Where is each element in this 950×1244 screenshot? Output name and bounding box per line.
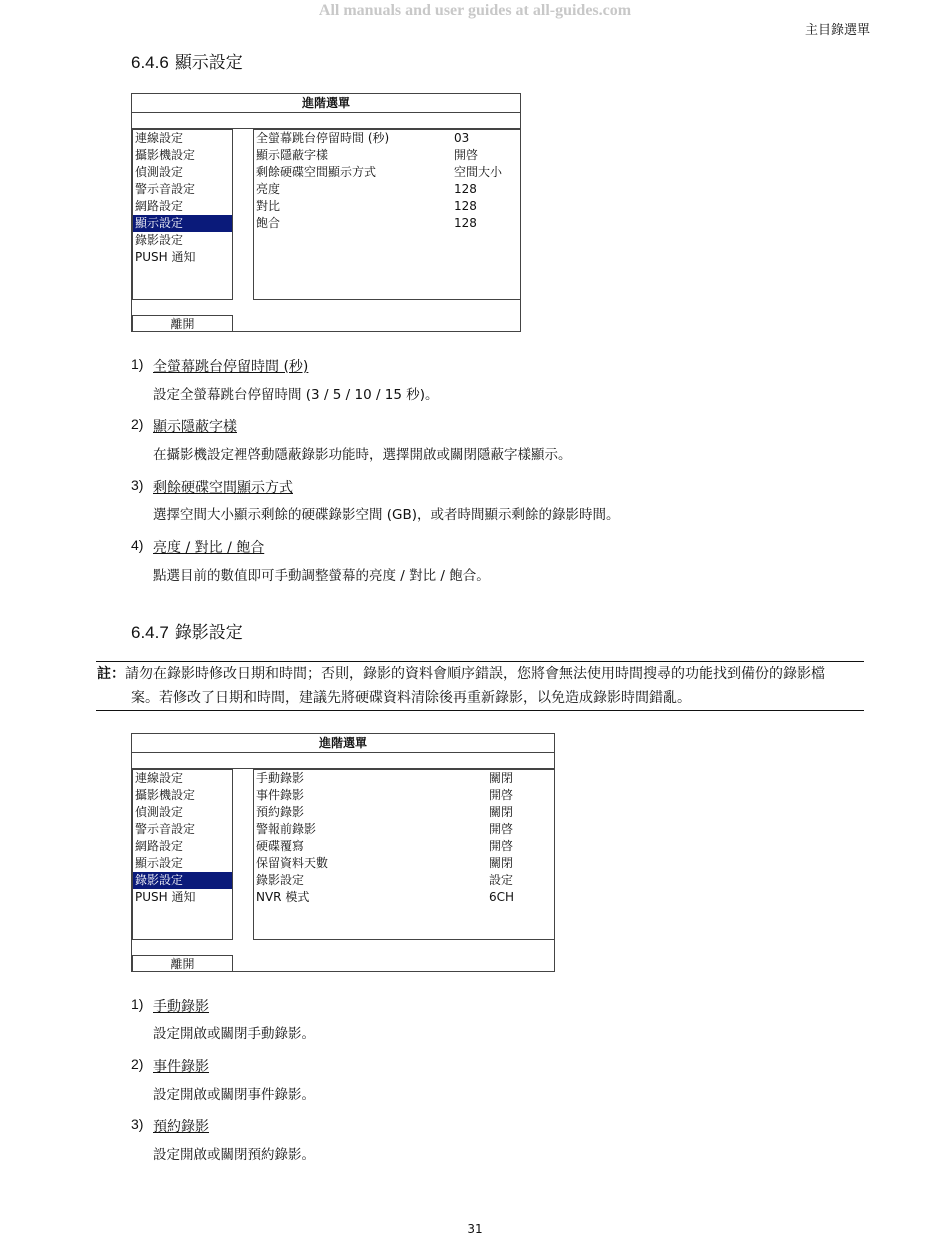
setting-label: 手動錄影 [256, 771, 305, 785]
setting-row-record-config[interactable] [254, 872, 554, 889]
list-item [131, 416, 731, 436]
item-title: 剩餘硬碟空間顯示方式 [153, 480, 293, 496]
menu-content-panel [253, 769, 555, 940]
menu-content-panel [253, 129, 521, 300]
sidebar-item-display[interactable]: 顯示設定 [135, 856, 184, 870]
item-number: 3) [131, 1116, 144, 1132]
setting-label: 全螢幕跳台停留時間 (秒) [256, 131, 390, 145]
setting-label: 錄影設定 [256, 873, 305, 887]
setting-value[interactable]: 設定 [489, 873, 514, 887]
setting-value[interactable]: 關閉 [489, 856, 514, 870]
section-number: 6.4.6 [131, 53, 169, 72]
note-block [97, 662, 867, 710]
note-label: 註： [97, 666, 125, 682]
sidebar-item-push[interactable]: PUSH 通知 [135, 890, 196, 904]
sidebar-item-network[interactable]: 網路設定 [135, 199, 184, 213]
sidebar-item-alert[interactable]: 警示音設定 [135, 822, 196, 836]
setting-row-overwrite[interactable] [254, 838, 554, 855]
setting-row-dwell[interactable] [254, 130, 520, 147]
menu-sidebar [132, 769, 233, 940]
setting-value[interactable]: 開啓 [489, 788, 514, 802]
setting-row-manual-record[interactable] [254, 770, 554, 787]
item-title: 預約錄影 [153, 1119, 209, 1135]
item-description: 點選目前的數值即可手動調整螢幕的亮度 / 對比 / 飽合。 [153, 568, 490, 584]
item-description: 選擇空間大小顯示剩餘的硬碟錄影空間 (GB)，或者時間顯示剩餘的錄影時間。 [153, 507, 620, 523]
menu-subheader [132, 113, 520, 129]
item-description: 設定開啟或關閉手動錄影。 [153, 1026, 315, 1042]
setting-label: 對比 [256, 199, 281, 213]
sidebar-item-network[interactable]: 網路設定 [135, 839, 184, 853]
setting-row-event-record[interactable] [254, 787, 554, 804]
setting-row-hdd-display[interactable] [254, 164, 520, 181]
menu-subheader [132, 753, 554, 769]
advanced-menu-display [131, 93, 521, 332]
item-number: 1) [131, 356, 144, 372]
setting-row-schedule-record[interactable] [254, 804, 554, 821]
setting-label: 預約錄影 [256, 805, 305, 819]
setting-label: 飽合 [256, 216, 281, 230]
setting-value[interactable]: 開啓 [489, 839, 514, 853]
exit-button[interactable]: 離開 [132, 315, 233, 332]
setting-row-pre-alarm[interactable] [254, 821, 554, 838]
setting-row-saturation[interactable] [254, 215, 520, 232]
setting-row-keep-days[interactable] [254, 855, 554, 872]
item-number: 4) [131, 537, 144, 553]
advanced-menu-record [131, 733, 555, 972]
section-title: 錄影設定 [174, 623, 243, 643]
sidebar-item-display[interactable]: 顯示設定 [133, 215, 232, 232]
item-number: 2) [131, 1056, 144, 1072]
menu-title: 進階選單 [132, 94, 520, 113]
setting-value[interactable]: 開啓 [454, 148, 479, 162]
setting-label: NVR 模式 [256, 890, 310, 904]
item-title: 亮度 / 對比 / 飽合 [153, 540, 265, 556]
sidebar-item-detection[interactable]: 偵測設定 [135, 805, 184, 819]
setting-value[interactable]: 128 [454, 216, 477, 230]
list-item [131, 1116, 731, 1136]
sidebar-item-camera[interactable]: 攝影機設定 [135, 788, 196, 802]
setting-label: 硬碟覆寫 [256, 839, 305, 853]
list-item [131, 996, 731, 1016]
item-description: 設定開啟或關閉事件錄影。 [153, 1087, 315, 1103]
item-title: 全螢幕跳台停留時間 (秒) [153, 359, 309, 375]
exit-button[interactable]: 離開 [132, 955, 233, 972]
setting-value[interactable]: 03 [454, 131, 470, 145]
item-title: 顯示隱蔽字樣 [153, 419, 237, 435]
setting-value[interactable]: 空間大小 [454, 165, 503, 179]
sidebar-item-detection[interactable]: 偵測設定 [135, 165, 184, 179]
note-bottom-divider [96, 710, 864, 711]
setting-row-covert[interactable] [254, 147, 520, 164]
setting-label: 事件錄影 [256, 788, 305, 802]
item-description: 設定全螢幕跳台停留時間 (3 / 5 / 10 / 15 秒)。 [153, 387, 439, 403]
setting-row-brightness[interactable] [254, 181, 520, 198]
setting-row-contrast[interactable] [254, 198, 520, 215]
setting-value[interactable]: 6CH [489, 890, 515, 904]
menu-title: 進階選單 [132, 734, 554, 753]
item-description: 在攝影機設定裡啓動隱蔽錄影功能時，選擇開啟或關閉隱蔽字樣顯示。 [153, 447, 572, 463]
item-number: 3) [131, 477, 144, 493]
sidebar-item-push[interactable]: PUSH 通知 [135, 250, 196, 264]
item-number: 1) [131, 996, 144, 1012]
page-number: 31 [467, 1222, 483, 1236]
menu-sidebar [132, 129, 233, 300]
list-item [131, 356, 731, 376]
setting-value[interactable]: 開啓 [489, 822, 514, 836]
note-text-line2: 案。若修改了日期和時間，建議先將硬碟資料清除後再重新錄影，以免造成錄影時間錯亂。 [131, 690, 691, 706]
setting-value[interactable]: 關閉 [489, 805, 514, 819]
setting-value[interactable]: 128 [454, 182, 477, 196]
item-title: 事件錄影 [153, 1059, 209, 1075]
setting-row-nvr-mode[interactable] [254, 889, 554, 906]
section-number: 6.4.7 [131, 623, 169, 642]
sidebar-item-connection[interactable]: 連線設定 [135, 771, 184, 785]
list-item [131, 537, 731, 557]
setting-label: 亮度 [256, 182, 281, 196]
section-title: 顯示設定 [174, 53, 243, 73]
section-heading-display [131, 48, 243, 73]
sidebar-item-record[interactable]: 錄影設定 [133, 872, 232, 889]
item-title: 手動錄影 [153, 999, 209, 1015]
sidebar-item-record[interactable]: 錄影設定 [135, 233, 184, 247]
sidebar-item-camera[interactable]: 攝影機設定 [135, 148, 196, 162]
sidebar-item-alert[interactable]: 警示音設定 [135, 182, 196, 196]
main-menu-link[interactable]: 主目錄選單 [804, 23, 870, 38]
list-item [131, 477, 731, 497]
section-heading-record [131, 618, 243, 643]
note-text-line1: 請勿在錄影時修改日期和時間；否則，錄影的資料會順序錯誤，您將會無法使用時間搜尋的功能找到備份的錄影檔 [125, 666, 825, 682]
setting-label: 顯示隱蔽字樣 [256, 148, 329, 162]
item-description: 設定開啟或關閉預約錄影。 [153, 1147, 315, 1163]
item-number: 2) [131, 416, 144, 432]
setting-value[interactable]: 128 [454, 199, 477, 213]
sidebar-item-connection[interactable]: 連線設定 [135, 131, 184, 145]
setting-label: 保留資料天數 [256, 856, 329, 870]
setting-value[interactable]: 關閉 [489, 771, 514, 785]
list-item [131, 1056, 731, 1076]
setting-label: 警報前錄影 [256, 822, 317, 836]
watermark: All manuals and user guides at all-guides.com [318, 2, 632, 19]
setting-label: 剩餘硬碟空間顯示方式 [256, 165, 377, 179]
